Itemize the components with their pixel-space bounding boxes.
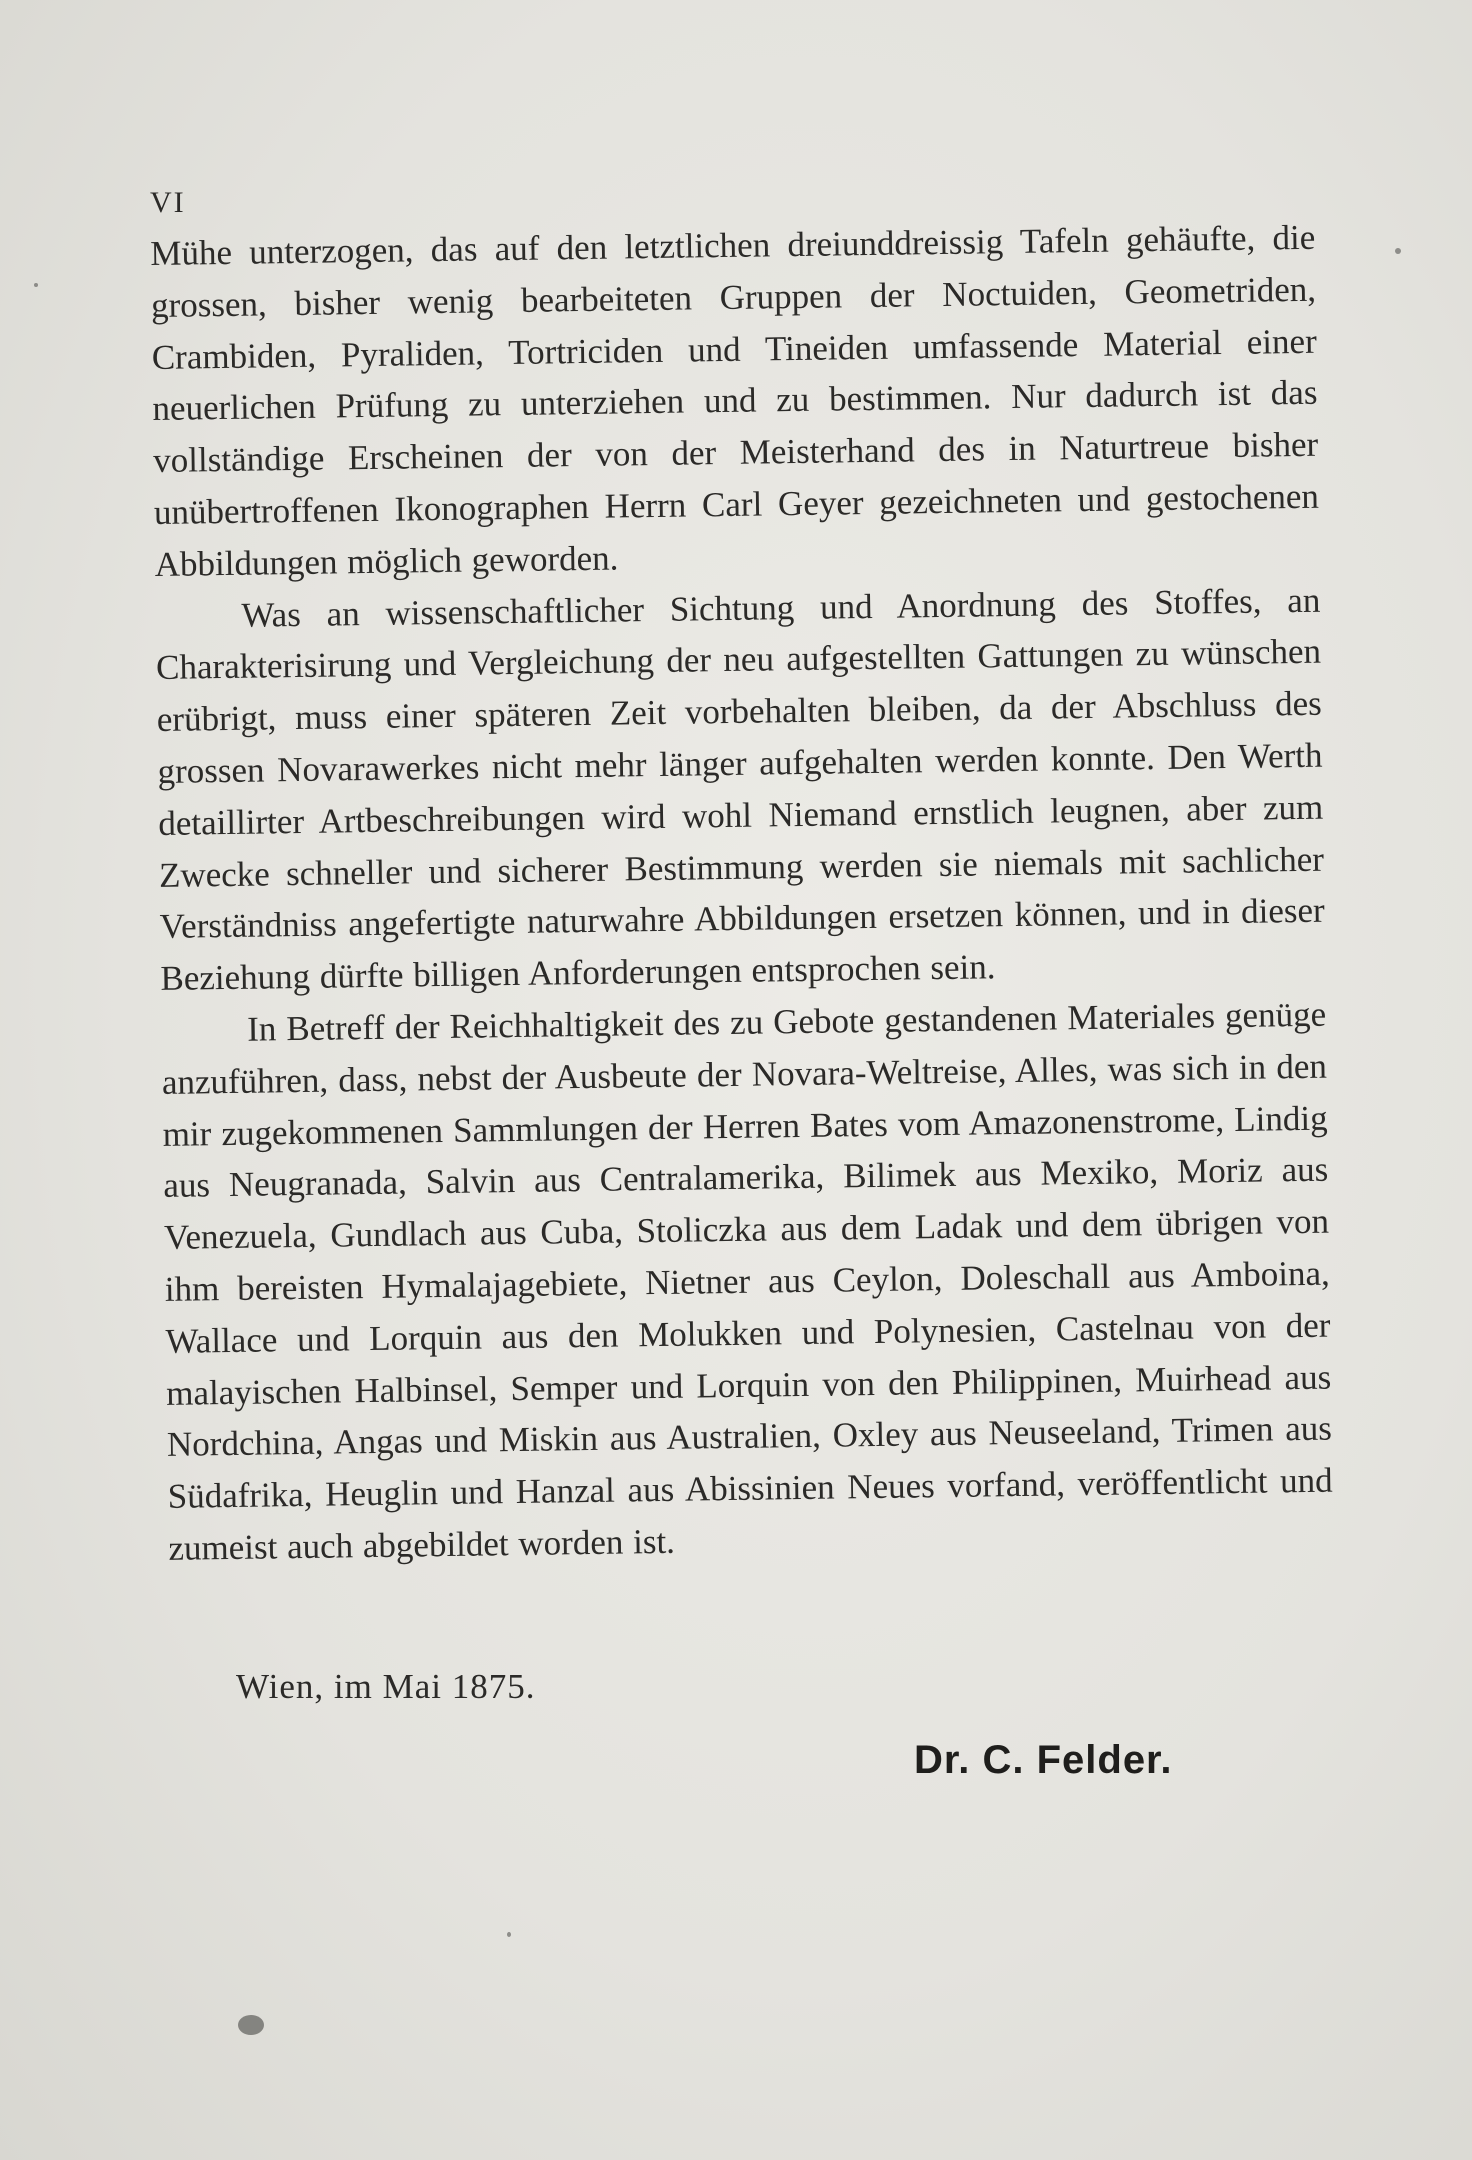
- ink-spot: [34, 283, 38, 287]
- body-text: [150, 212, 1334, 1575]
- ink-spot: [238, 2015, 264, 2035]
- paragraph: In Betreff der Reichhaltigkeit des zu Gebote gestandenen Materiales genüge anzuführen, dass, nebst der Ausbeute der Novara-Weltreise, Alles, was sich in den mir zugekommenen Sammlungen der Herren Bates vom Amazonenstrome, Lindig aus Neugranada, Salvin aus Centralamerika, Bilimek aus Mexiko, Moriz aus Venezuela, Gundlach aus Cuba, Stoliczka aus dem Ladak und dem übrigen von ihm bereisten Hymalajagebiete, Nietner aus Ceylon, Doleschall aus Amboina, Wallace und Lorquin aus den Molukken und Polynesien, Castelnau von der malayischen Halbinsel, Semper und Lorquin von den Philippinen, Muirhead aus Nordchina, Angas und Miskin aus Australien, Oxley aus Neuseeland, Trimen aus Südafrika, Heuglin und Hanzal aus Abissinien Neues vorfand, veröffentlicht und zumeist auch abgebildet worden ist.: [161, 994, 1333, 1568]
- author-signature: Dr. C. Felder.: [914, 1738, 1173, 1782]
- paragraph: Mühe unterzogen, das auf den letztlichen dreiunddreissig Tafeln gehäufte, die grossen, bisher wenig bearbeiteten Gruppen der Noctuiden, Geometriden, Crambiden, Pyraliden, Tortriciden und Tineiden umfassende Material einer neuerlichen Prüfung zu unterziehen und zu bestimmen. Nur dadurch ist das vollständige Erscheinen der von der Meisterhand des in Naturtreue bisher unübertroffenen Ikonographen Herrn Carl Geyer gezeichneten und gestochenen Abbildungen möglich geworden.: [150, 217, 1320, 584]
- dateline: Wien, im Mai 1875.: [236, 1667, 536, 1706]
- page-number: VI: [150, 186, 186, 219]
- ink-spot: [1395, 248, 1401, 254]
- paragraph: Was an wissenschaftlicher Sichtung und Anordnung des Stoffes, an Charakterisirung und Vergleichung der neu aufgestellten Gattungen zu wünschen erübrigt, muss einer späteren Zeit vorbehalten bleiben, da der Abschluss des grossen Novarawerkes nicht mehr länger aufgehalten werden konnte. Den Werth detaillirter Artbeschreibungen wird wohl Niemand ernstlich leugnen, aber zum Zwecke schneller und sicherer Bestimmung werden sie niemals mit sachlicher Verständniss angefertigte naturwahre Abbildungen ersetzen können, und in dieser Beziehung dürfte billigen Anforderungen entsprochen sein.: [155, 580, 1325, 999]
- ink-spot: [507, 1932, 511, 1937]
